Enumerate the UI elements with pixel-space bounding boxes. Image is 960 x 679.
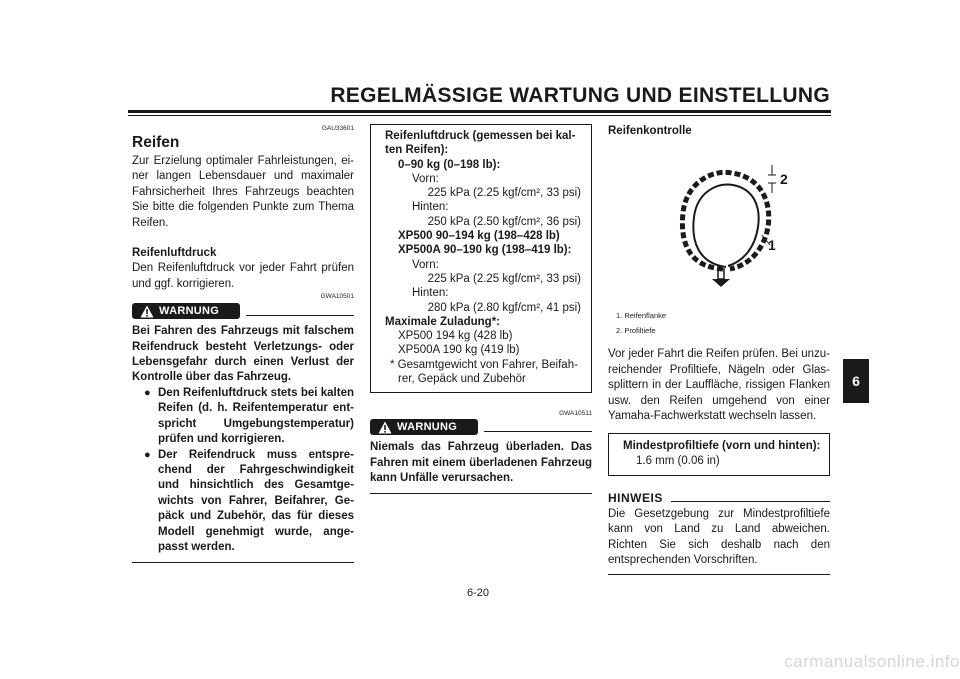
legend-item-1: 1. Reifenflanke	[616, 311, 667, 321]
max-load-xp500: XP500 194 kg (428 lb)	[398, 330, 513, 343]
warning-code: GWA10511	[559, 410, 592, 418]
page-header-title: REGELMÄSSIGE WARTUNG UND EINSTELLUNG	[330, 84, 830, 107]
tread-box-title: Mindestprofiltiefe (vorn und hinten):	[623, 440, 821, 453]
rear-pressure-2: 280 kPa (2.80 kgf/cm², 41 psi)	[427, 301, 581, 314]
sub-text: Den Reifenluftdruck vor jeder Fahrt prüfen und ggf. korrigieren.	[132, 262, 354, 290]
bullet-text: Der Reifendruck muss entsprechend der Fahrgeschwindigkeit und hinsichtlich des Gesamtgewichts von Fahrer, Beifahrer, Gepäck und Zubehör, das für dieses Modell genehmigt wurde, angepasst werden.	[158, 448, 354, 553]
section-heading: Reifen	[132, 134, 180, 151]
load-range-1: 0–90 kg (0–198 lb):	[398, 158, 501, 171]
warning-rule	[484, 431, 592, 432]
bullet-item	[144, 386, 354, 448]
page-number: 6-20	[466, 587, 490, 599]
warning-end-rule	[370, 493, 592, 494]
front-pressure-1: 225 kPa (2.25 kgf/cm², 33 psi)	[427, 187, 581, 200]
bullet-icon: ●	[144, 386, 151, 399]
section-code: GAU33601	[321, 125, 354, 132]
warning-end-rule	[132, 562, 354, 563]
tire-cross-section-illustration	[608, 141, 830, 291]
tread-box-value: 1.6 mm (0.06 in)	[636, 454, 720, 467]
bullet-text: Den Reifenluftdruck stets bei kalten Reifen (d. h. Reifentemperatur entspricht Umgebungstemperatur) prüfen und korrigieren.	[158, 386, 354, 446]
section-heading: Reifenkontrolle	[608, 125, 692, 137]
bullet-item	[144, 448, 354, 556]
pressure-spec-box	[370, 124, 592, 393]
warning-banner	[132, 303, 240, 319]
max-load-xp500a: XP500A 190 kg (419 lb)	[398, 344, 520, 357]
column-3	[608, 124, 830, 575]
front-pressure-2: 225 kPa (2.25 kgf/cm², 33 psi)	[427, 272, 581, 285]
inspection-text: Vor jeder Fahrt die Reifen prüfen. Bei unzureichender Profiltiefe, Nägeln oder Glassplittern in der Lauffläche, rissigen Flanken usw. den Reifen umgehend von einer Yamaha-Fachwerkstatt wechseln lassen.	[608, 348, 830, 423]
tire-figure	[608, 141, 830, 291]
hinweis-text: Die Gesetzgebung zur Mindestprofiltiefe kann von Land zu Land abweichen. Richten Sie sich deshalb nach den entsprechenden Vorschriften.	[608, 508, 830, 567]
front-label: Vorn:	[412, 258, 439, 271]
site-watermark: carmanualsonline.info	[784, 652, 960, 671]
load-range-2a: XP500 90–194 kg (198–428 lb)	[398, 230, 560, 243]
max-load-note: * Gesamtgewicht von Fahrer, Beifahrer, Gepäck und Zubehör	[390, 358, 578, 386]
tread-depth-spec-box	[608, 433, 830, 476]
pressure-box-title: Reifenluftdruck (gemessen bei kalten Reifen):	[385, 130, 576, 157]
rear-label: Hinten:	[412, 201, 449, 214]
callout-1: 1	[768, 237, 776, 254]
legend-item-2: 2. Profiltiefe	[616, 326, 656, 336]
header-rule-thin	[128, 115, 831, 116]
sub-heading: Reifenluftdruck	[132, 247, 217, 260]
warning-text: Bei Fahren des Fahrzeugs mit falschem Reifendruck besteht Verletzungs- oder Lebensgefahr durch einen Verlust der Kontrolle über das Fahrzeug.	[132, 325, 354, 384]
bullet-icon: ●	[144, 448, 151, 461]
hinweis-header	[608, 491, 830, 505]
warning-header	[132, 303, 354, 319]
hinweis-rule	[671, 501, 830, 502]
load-range-2b: XP500A 90–190 kg (198–419 lb):	[398, 244, 572, 257]
rear-label: Hinten:	[412, 287, 449, 300]
intro-text: Zur Erzielung optimaler Fahrleistungen, einer langen Lebensdauer und maximaler Fahrsicherheit Ihres Fahrzeugs beachten Sie bitte die folgenden Punkte zum Thema Reifen.	[132, 155, 354, 229]
warning-text: Niemals das Fahrzeug überladen. Das Fahren mit einem überladenen Fahrzeug kann Unfälle verursachen.	[370, 441, 592, 485]
warning-triangle-icon	[140, 305, 154, 318]
warning-header	[370, 419, 592, 435]
column-1	[132, 125, 354, 563]
column-2	[370, 124, 592, 494]
callout-2: 2	[780, 171, 788, 188]
rear-pressure-1: 250 kPa (2.50 kgf/cm², 36 psi)	[427, 215, 581, 228]
warning-banner	[370, 419, 478, 435]
max-load-label: Maximale Zuladung*:	[385, 315, 501, 328]
warning-label: WARNUNG	[397, 421, 458, 434]
hinweis-label: HINWEIS	[608, 491, 663, 506]
warning-triangle-icon	[378, 421, 392, 434]
warning-code: GWA10501	[320, 293, 354, 301]
warning-label: WARNUNG	[159, 305, 220, 318]
warning-rule	[246, 315, 354, 316]
header-rule	[128, 110, 831, 113]
chapter-tab[interactable]: 6	[843, 359, 869, 403]
front-label: Vorn:	[412, 172, 439, 185]
hinweis-end-rule	[608, 574, 830, 575]
